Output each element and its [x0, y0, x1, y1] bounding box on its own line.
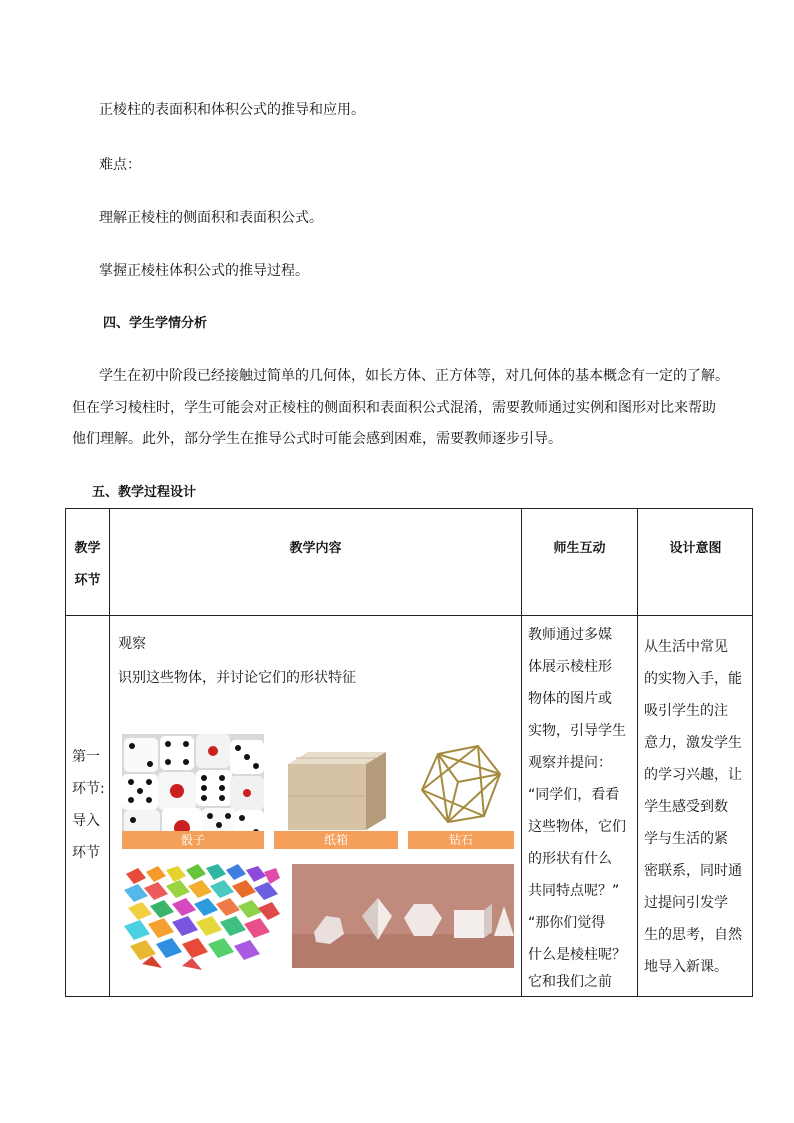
section-heading-student-analysis: 四、学生学情分析	[103, 316, 208, 331]
interaction-line: 共同特点呢？”	[528, 883, 620, 899]
header-interaction: 师生互动	[553, 541, 606, 556]
paragraph-difficulty-1: 理解正棱柱的侧面积和表面积公式。	[99, 210, 323, 226]
section-heading-teaching-process: 五、教学过程设计	[92, 485, 197, 500]
analysis-line-3: 他们理解。此外，部分学生在推导公式时可能会感到困难，需要教师逐步引导。	[72, 431, 562, 447]
dice-image	[122, 734, 264, 849]
analysis-line-1: 学生在初中阶段已经接触过简单的几何体，如长方体、正方体等，对几何体的基本概念有一定的了解。	[99, 368, 729, 384]
teaching-process-table	[65, 508, 753, 997]
header-intent: 设计意图	[669, 541, 722, 556]
intent-line: 的实物入手，能	[644, 671, 742, 687]
header-stage-line2: 环节	[74, 573, 101, 588]
diamond-caption: 钻石	[408, 831, 514, 849]
diamond-image	[408, 734, 514, 849]
table-divider	[521, 509, 522, 996]
interaction-line: “那你们觉得	[528, 915, 606, 931]
interaction-line: 实物，引导学生	[528, 723, 626, 739]
paragraph-difficulty-2: 掌握正棱柱体积公式的推导过程。	[99, 263, 309, 279]
intent-line: 密联系，同时通	[644, 863, 742, 879]
interaction-line: 物体的图片或	[528, 691, 612, 707]
table-divider	[637, 509, 638, 996]
interaction-line: 它和我们之前	[528, 974, 612, 990]
table-divider	[66, 615, 752, 616]
content-text: 识别这些物体，并讨论它们的形状特征	[118, 670, 356, 686]
intent-line: 地导入新课。	[644, 959, 728, 975]
plaster-solids-image	[292, 864, 514, 968]
interaction-line: 的形状有什么	[528, 851, 612, 867]
polyhedra-illustration	[122, 864, 280, 972]
intent-line: 从生活中常见	[644, 639, 728, 655]
polyhedra-image	[122, 864, 280, 972]
stage-line: 环节:	[72, 781, 105, 797]
intent-line: 生的思考，自然	[644, 927, 742, 943]
dice-caption: 骰子	[122, 831, 264, 849]
stage-line: 导入	[72, 813, 100, 829]
intent-line: 吸引学生的注	[644, 703, 728, 719]
interaction-line: 什么是棱柱呢？	[528, 947, 626, 963]
interaction-line: “同学们，看看	[528, 787, 620, 803]
intent-line: 过提问引发学	[644, 895, 728, 911]
intent-line: 的学习兴趣，让	[644, 767, 742, 783]
header-stage-line1: 教学	[74, 541, 101, 556]
intent-line: 学生感受到数	[644, 799, 728, 815]
interaction-line: 体展示棱柱形	[528, 659, 612, 675]
header-content: 教学内容	[289, 541, 342, 556]
interaction-line: 这些物体，它们	[528, 819, 626, 835]
stage-line: 环节	[72, 845, 100, 861]
stage-line: 第一	[72, 749, 100, 765]
content-title: 观察	[118, 636, 146, 652]
plaster-solids-illustration	[292, 864, 514, 968]
paragraph-key-points: 正棱柱的表面积和体积公式的推导和应用。	[99, 102, 365, 118]
box-image	[274, 734, 398, 849]
intent-line: 意力，激发学生	[644, 735, 742, 751]
interaction-line: 教师通过多媒	[528, 627, 612, 643]
intent-line: 学与生活的紧	[644, 831, 728, 847]
paragraph-difficulty-label: 难点：	[99, 157, 141, 173]
interaction-line: 观察并提问：	[528, 755, 612, 771]
analysis-line-2: 但在学习棱柱时，学生可能会对正棱柱的侧面积和表面积公式混淆，需要教师通过实例和图形对比来帮助	[72, 400, 716, 416]
table-divider	[109, 509, 110, 996]
box-caption: 纸箱	[274, 831, 398, 849]
